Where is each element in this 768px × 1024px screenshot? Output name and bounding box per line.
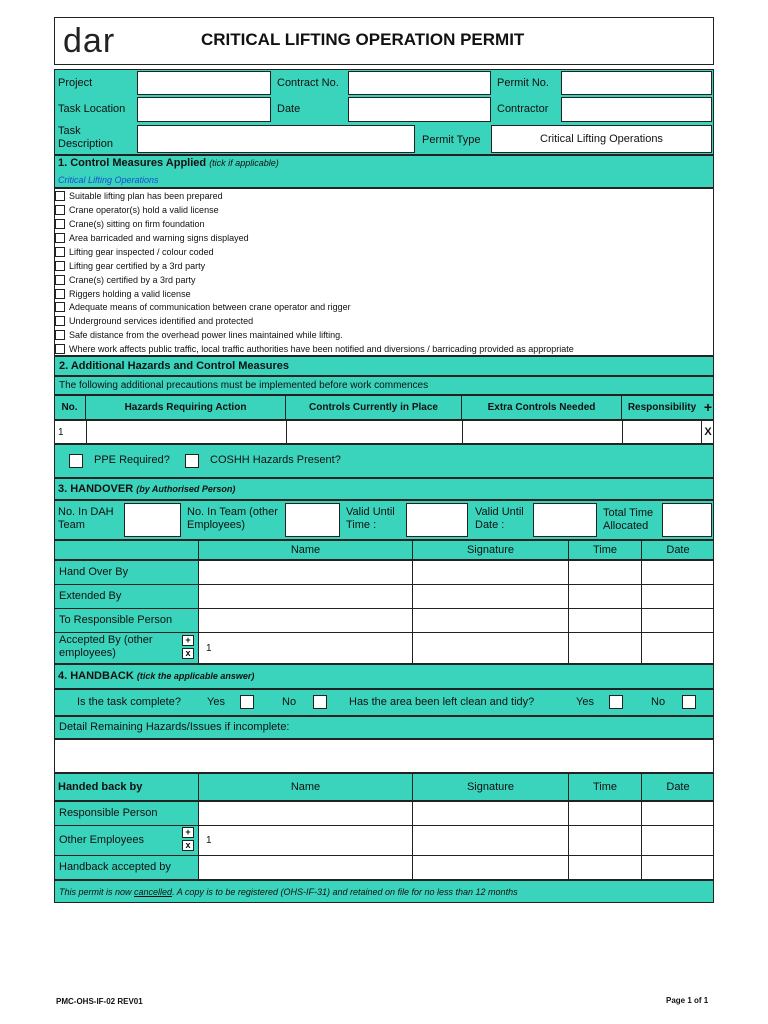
task-complete-yes-checkbox[interactable]: [240, 695, 254, 709]
to-responsible-row[interactable]: [198, 608, 714, 633]
col-extra-header: Extra Controls Needed: [462, 395, 622, 420]
section1-subtitle: Critical Lifting Operations: [58, 175, 159, 185]
checkbox[interactable]: [55, 219, 65, 229]
other-employees-row-no: 1: [206, 835, 212, 846]
accepted-by-row-no: 1: [206, 643, 212, 654]
other-employees-label: Other Employees: [54, 825, 199, 856]
total-time-label: Total Time Allocated: [603, 507, 654, 532]
control-measure-item: [55, 259, 205, 273]
checkbox[interactable]: [55, 233, 65, 243]
area-clean-no-checkbox[interactable]: [682, 695, 696, 709]
divider: [412, 560, 413, 664]
ppe-label: PPE Required?: [94, 454, 170, 466]
col-time-header: Time: [568, 540, 641, 560]
control-measure-item: [55, 273, 196, 287]
checkbox[interactable]: [55, 344, 65, 354]
permit-type-value: Critical Lifting Operations: [491, 125, 712, 153]
task-complete-no-label: No: [282, 696, 297, 708]
cancellation-note-cancelled: cancelled: [134, 886, 173, 897]
control-measure-text: Lifting gear inspected / colour coded: [69, 247, 214, 257]
control-measure-item: [55, 217, 205, 231]
col-date-header: Date: [641, 540, 714, 560]
control-measure-text: Riggers holding a valid license: [69, 289, 191, 299]
cancellation-note-pre: This permit is now: [59, 886, 135, 897]
extended-by-label: Extended By: [54, 584, 199, 609]
handback-col-signature: Signature: [412, 773, 568, 801]
add-other-employee-button[interactable]: +: [182, 827, 194, 838]
contractor-label: Contractor: [497, 103, 549, 115]
hand-over-by-label: Hand Over By: [54, 560, 199, 585]
divider: [641, 560, 642, 664]
responsible-person-label: Responsible Person: [54, 801, 199, 826]
remove-other-employee-button[interactable]: x: [182, 840, 194, 851]
add-employee-button[interactable]: +: [182, 635, 194, 646]
hand-over-by-row[interactable]: [198, 560, 714, 585]
checkbox[interactable]: [55, 205, 65, 215]
task-complete-label: Is the task complete?: [77, 696, 181, 708]
control-measure-text: Crane(s) sitting on firm foundation: [69, 219, 205, 229]
controls-cell[interactable]: [286, 420, 462, 444]
page-title: CRITICAL LIFTING OPERATION PERMIT: [201, 30, 525, 49]
permit-type-label: Permit Type: [422, 134, 481, 146]
logo: dar: [63, 22, 116, 60]
total-time-field[interactable]: [662, 503, 712, 537]
contract-no-label: Contract No.: [277, 77, 339, 89]
cancellation-note: [54, 880, 714, 903]
date-field[interactable]: [348, 97, 491, 122]
control-measure-text: Safe distance from the overhead power lines maintained while lifting.: [69, 330, 343, 340]
accepted-by-label: Accepted By (other employees): [54, 632, 199, 664]
date-label: Date: [277, 103, 301, 115]
control-measure-item: [55, 314, 253, 328]
ppe-checkbox[interactable]: [69, 454, 83, 468]
team-other-field[interactable]: [285, 503, 340, 537]
valid-time-field[interactable]: [406, 503, 468, 537]
project-field[interactable]: [137, 71, 271, 95]
section1-title: [58, 157, 279, 169]
responsible-person-row[interactable]: [198, 801, 714, 826]
section3-note: (by Authorised Person): [136, 484, 236, 494]
valid-date-label: Valid Until Date :: [475, 506, 524, 531]
control-measure-text: Crane operator(s) hold a valid license: [69, 205, 219, 215]
extended-by-row[interactable]: [198, 584, 714, 609]
control-measure-item: [55, 287, 191, 301]
control-measure-item: [55, 189, 223, 203]
handback-col-name: Name: [198, 773, 412, 801]
divider: [412, 801, 413, 880]
contract-no-field[interactable]: [348, 71, 491, 95]
control-measure-text: Crane(s) certified by a 3rd party: [69, 275, 196, 285]
project-label: Project: [58, 77, 93, 89]
control-measure-item: [55, 342, 574, 356]
area-clean-yes-label: Yes: [576, 696, 594, 708]
coshh-checkbox[interactable]: [185, 454, 199, 468]
control-measure-text: Where work affects public traffic, local traffic authorities have been notified and diversions / barricading provided as appropriate: [69, 344, 574, 354]
handback-col-date: Date: [641, 773, 714, 801]
detail-label: Detail Remaining Hazards/Issues if incomplete:: [54, 716, 714, 739]
extra-controls-cell[interactable]: [462, 420, 622, 444]
control-measure-text: Lifting gear certified by a 3rd party: [69, 261, 206, 271]
control-measure-item: [55, 203, 219, 217]
control-measure-item: [55, 245, 214, 259]
checkbox[interactable]: [55, 275, 65, 285]
checkbox[interactable]: [55, 302, 65, 312]
handback-accepted-row[interactable]: [198, 855, 714, 880]
cancellation-note-post: . A copy is to be registered (OHS-IF-31) and retained on file for no less than 12 months: [172, 886, 518, 897]
handback-accepted-label: Handback accepted by: [54, 855, 199, 880]
dah-team-field[interactable]: [124, 503, 181, 537]
col-signature-header: Signature: [412, 540, 568, 560]
section4-note: (tick the applicable answer): [136, 671, 255, 681]
task-complete-yes-label: Yes: [207, 696, 225, 708]
permit-no-field[interactable]: [561, 71, 712, 95]
contractor-field[interactable]: [561, 97, 712, 122]
valid-date-field[interactable]: [533, 503, 597, 537]
col-controls-header: Controls Currently in Place: [286, 395, 462, 420]
checkbox[interactable]: [55, 316, 65, 326]
checkbox[interactable]: [55, 261, 65, 271]
coshh-label: COSHH Hazards Present?: [210, 454, 341, 466]
divider: [641, 801, 642, 880]
section4-title-text: 4. HANDBACK: [58, 670, 134, 682]
task-description-label: Task Description: [58, 125, 114, 150]
section2-intro: The following additional precautions must be implemented before work commences: [54, 376, 714, 395]
handback-col-time: Time: [568, 773, 641, 801]
checkbox[interactable]: [55, 330, 65, 340]
handed-back-by-header: Handed back by: [58, 781, 143, 793]
responsibility-cell[interactable]: [622, 420, 702, 444]
remove-employee-button[interactable]: x: [182, 648, 194, 659]
hazard-cell[interactable]: [86, 420, 286, 444]
divider: [568, 801, 569, 880]
doc-code: PMC-OHS-IF-02 REV01: [56, 997, 143, 1006]
section3-title: [58, 483, 235, 495]
control-measure-item: [55, 231, 249, 245]
checkbox[interactable]: [55, 289, 65, 299]
col-hazards-header: Hazards Requiring Action: [86, 395, 286, 420]
team-other-label: No. In Team (other Employees): [187, 506, 278, 531]
hazard-row-no: 1: [58, 426, 64, 438]
area-clean-yes-checkbox[interactable]: [609, 695, 623, 709]
section1-title-text: 1. Control Measures Applied: [58, 157, 207, 169]
control-measure-item: [55, 328, 343, 342]
divider: [568, 560, 569, 664]
task-location-field[interactable]: [137, 97, 271, 122]
dah-team-label: No. In DAH Team: [58, 506, 114, 531]
section2-header: 2. Additional Hazards and Control Measures: [54, 356, 714, 376]
delete-row-button[interactable]: X: [704, 426, 712, 438]
valid-time-label: Valid Until Time :: [346, 506, 395, 531]
page-number: Page 1 of 1: [666, 996, 709, 1005]
control-measure-text: Area barricaded and warning signs displayed: [69, 233, 249, 243]
checkbox[interactable]: [55, 247, 65, 257]
section3-title-text: 3. HANDOVER: [58, 483, 134, 495]
area-clean-label: Has the area been left clean and tidy?: [349, 696, 535, 708]
col-name-header: Name: [198, 540, 412, 560]
checkbox[interactable]: [55, 191, 65, 201]
col-no-header: No.: [54, 395, 86, 420]
detail-field[interactable]: [54, 739, 714, 773]
control-measure-text: Adequate means of communication between crane operator and rigger: [69, 302, 351, 312]
to-responsible-label: To Responsible Person: [54, 608, 199, 633]
header-box: [54, 17, 714, 65]
accepted-by-row[interactable]: [198, 632, 714, 664]
permit-no-label: Permit No.: [497, 77, 549, 89]
section1-note: (tick if applicable): [209, 158, 279, 168]
control-measure-text: Suitable lifting plan has been prepared: [69, 191, 223, 201]
task-description-field[interactable]: [137, 125, 415, 153]
col-responsibility-header: Responsibility: [627, 402, 697, 413]
other-employees-row[interactable]: [198, 825, 714, 856]
control-measure-text: Underground services identified and protected: [69, 316, 254, 326]
section4-title: [58, 670, 254, 682]
task-complete-no-checkbox[interactable]: [313, 695, 327, 709]
control-measure-item: [55, 300, 351, 314]
area-clean-no-label: No: [651, 696, 666, 708]
task-location-label: Task Location: [58, 103, 126, 115]
add-row-button[interactable]: +: [703, 399, 713, 415]
